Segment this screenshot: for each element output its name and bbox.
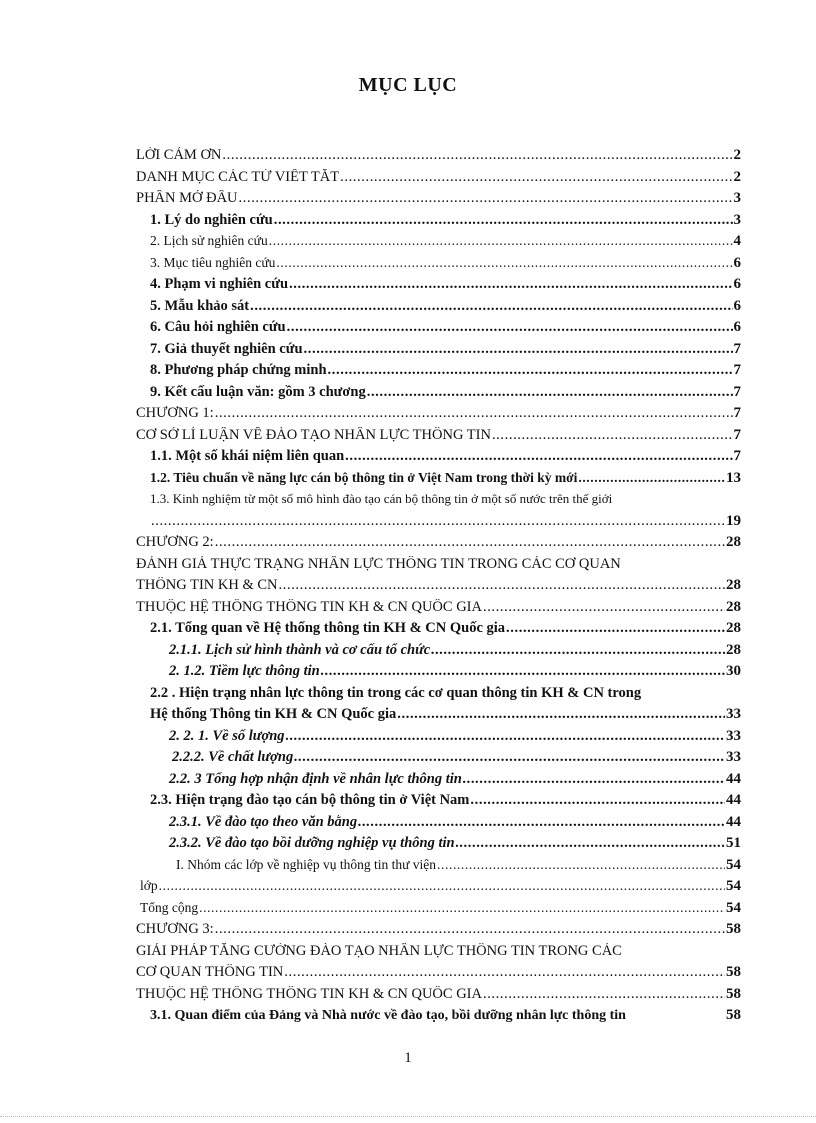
toc-entry-label: 7. Giả thuyết nghiên cứu — [150, 340, 303, 357]
dot-leader — [456, 835, 725, 852]
dot-leader — [289, 276, 732, 293]
toc-entry[interactable] — [136, 190, 741, 212]
dot-leader — [199, 900, 725, 916]
toc-entry-page: 28 — [726, 598, 741, 615]
dot-leader — [437, 857, 725, 873]
toc-entry[interactable] — [136, 534, 741, 556]
toc-entry-label: 3.1. Quan điểm của Đảng và Nhà nước về đào tạo, bồi dưỡng nhân lực thông tin — [150, 1008, 626, 1023]
dot-leader — [215, 921, 725, 938]
toc-entry[interactable] — [136, 147, 741, 169]
dot-leader — [328, 362, 733, 379]
toc-entry[interactable] — [136, 986, 741, 1008]
toc-entry-label: 2.2. 3 Tổng hợp nhận định về nhân lực thông tin — [169, 770, 462, 787]
toc-entry[interactable] — [136, 835, 741, 857]
dot-leader — [269, 233, 733, 249]
toc-entry-page: 28 — [726, 534, 741, 550]
toc-entry[interactable] — [136, 706, 741, 728]
toc-entry-label: Tổng cộng — [140, 899, 199, 915]
toc-entry-page: 7 — [733, 340, 741, 357]
toc-entry[interactable] — [136, 900, 741, 922]
toc-entry-label: 1.3. Kinh nghiệm từ một số mô hình đào tạo cán bộ thông tin ở một số nước trên thế giới — [150, 491, 613, 506]
toc-entry-page: 6 — [733, 297, 741, 314]
toc-entry-page: 54 — [726, 899, 741, 916]
dot-leader — [239, 190, 733, 207]
toc-entry-page: 7 — [733, 383, 741, 400]
toc-entry[interactable] — [136, 491, 741, 513]
toc-entry[interactable] — [136, 943, 741, 965]
dot-leader — [287, 319, 733, 336]
toc-entry-label: PHẦN MỞ ĐẦU — [136, 190, 238, 206]
toc-entry[interactable] — [136, 663, 741, 685]
toc-entry[interactable] — [136, 362, 741, 384]
dot-leader — [340, 169, 732, 186]
toc-entry-label: 2. 2. 1. Về số lượng — [169, 727, 285, 744]
toc-entry-page: 58 — [726, 921, 741, 937]
page-title: MỤC LỤC — [358, 74, 458, 96]
toc-entry-page: 2 — [733, 147, 741, 163]
toc-entry[interactable] — [136, 1007, 741, 1029]
toc-entry[interactable] — [136, 427, 741, 449]
dot-leader — [215, 534, 725, 551]
toc-entry-page: 44 — [726, 792, 741, 808]
toc-entry-label: 9. Kết cấu luận văn: gồm 3 chương — [150, 383, 366, 400]
toc-entry-page: 30 — [726, 663, 741, 679]
table-of-contents — [136, 147, 741, 1029]
toc-entry-label: LỜI CẢM ƠN — [136, 147, 222, 163]
toc-entry[interactable] — [136, 212, 741, 234]
dot-leader — [470, 792, 725, 809]
toc-entry-page: 28 — [726, 641, 741, 658]
toc-entry-page: 7 — [733, 426, 741, 443]
toc-entry-label: 2.3.2. Về đào tạo bồi dưỡng nghiệp vụ thông tin — [169, 835, 455, 851]
dot-leader — [304, 341, 733, 358]
toc-entry[interactable] — [136, 599, 741, 621]
toc-entry-label: 4. Phạm vi nghiên cứu — [150, 276, 289, 292]
dot-leader — [279, 577, 725, 594]
toc-entry[interactable] — [136, 685, 741, 707]
toc-entry-page: 6 — [733, 319, 741, 335]
toc-entry[interactable] — [136, 792, 741, 814]
toc-entry-label: 3. Mục tiêu nghiên cứu — [150, 254, 276, 270]
page-number: 1 — [404, 1050, 412, 1066]
toc-entry-label: CƠ QUAN THÔNG TIN — [136, 964, 284, 980]
toc-entry[interactable] — [136, 341, 741, 363]
toc-entry[interactable] — [136, 857, 741, 879]
toc-entry-page: 44 — [726, 813, 741, 830]
dot-leader — [294, 749, 725, 766]
toc-entry-page: 7 — [733, 405, 741, 421]
toc-entry-label: 1.1. Một số khái niệm liên quan — [150, 448, 345, 464]
toc-entry-label: 2.1.1. Lịch sử hình thành và cơ cấu tổ chức — [169, 641, 431, 658]
toc-entry-page: 33 — [726, 706, 741, 722]
toc-entry-label: CƠ SỞ LÍ LUẬN VỀ ĐÀO TẠO NHÂN LỰC THÔNG TIN — [136, 426, 491, 443]
toc-entry[interactable] — [136, 233, 741, 255]
toc-entry-label: Hệ thống Thông tin KH & CN Quốc gia — [150, 706, 397, 722]
toc-entry-page: 6 — [733, 254, 741, 271]
toc-entry-label: THÔNG TIN KH & CN — [136, 577, 278, 593]
toc-entry-page: 2 — [733, 168, 741, 185]
dot-leader — [463, 771, 725, 788]
toc-entry[interactable] — [136, 405, 741, 427]
toc-entry[interactable] — [136, 169, 741, 191]
toc-entry[interactable] — [136, 771, 741, 793]
toc-entry-label: GIẢI PHÁP TĂNG CƯỜNG ĐÀO TẠO NHÂN LỰC THÔNG TIN TRONG CÁC — [136, 942, 622, 959]
dot-leader — [274, 212, 733, 229]
toc-entry-page: 44 — [726, 770, 741, 787]
toc-entry-page: 58 — [726, 1007, 741, 1023]
dot-leader — [159, 878, 725, 894]
toc-entry-label: CHƯƠNG 2: — [136, 534, 214, 550]
toc-entry-label: 2.2.2. Về chất lượng — [172, 749, 294, 765]
toc-entry-page: 58 — [726, 985, 741, 1002]
dot-leader — [358, 814, 725, 831]
toc-entry[interactable] — [136, 964, 741, 986]
toc-entry-label: CHƯƠNG 3: — [136, 921, 214, 937]
toc-entry-page: 7 — [733, 448, 741, 464]
dot-leader — [578, 470, 725, 486]
dot-leader — [367, 384, 733, 401]
toc-entry-page: 51 — [726, 835, 741, 851]
toc-entry-page: 13 — [726, 469, 741, 486]
toc-entry[interactable] — [136, 384, 741, 406]
toc-entry-page: 6 — [733, 276, 741, 292]
dot-leader — [151, 513, 725, 530]
page-bottom-divider — [0, 1116, 816, 1117]
toc-entry[interactable] — [136, 642, 741, 664]
toc-entry-page: 3 — [733, 211, 741, 228]
toc-entry-label: THUỘC HỆ THỐNG THÔNG TIN KH & CN QUỐC GIA — [136, 985, 482, 1002]
toc-entry[interactable] — [136, 577, 741, 599]
toc-entry-label: 6. Câu hỏi nghiên cứu — [150, 319, 286, 335]
toc-entry-page: 7 — [733, 362, 741, 378]
dot-leader — [215, 405, 733, 422]
toc-entry-page: 19 — [726, 512, 741, 529]
toc-entry[interactable] — [136, 470, 741, 492]
toc-entry[interactable] — [136, 556, 741, 578]
toc-entry-label: 8. Phương pháp chứng minh — [150, 362, 327, 378]
dot-leader — [483, 599, 725, 616]
toc-entry-page: 28 — [726, 620, 741, 636]
toc-entry-label: 2. 1.2. Tiềm lực thông tin — [169, 663, 320, 679]
toc-entry-label: 2.3.1. Về đào tạo theo văn bằng — [169, 813, 358, 830]
dot-leader — [276, 255, 732, 271]
toc-entry[interactable] — [136, 749, 741, 771]
toc-entry-label: THUỘC HỆ THỐNG THÔNG TIN KH & CN QUỐC GIA — [136, 598, 482, 615]
toc-entry-label: ĐÁNH GIÁ THỰC TRẠNG NHÂN LỰC THÔNG TIN TRONG CÁC CƠ QUAN — [136, 555, 621, 572]
toc-entry-label: 2. Lịch sử nghiên cứu — [150, 233, 268, 248]
toc-entry[interactable] — [136, 276, 741, 298]
toc-entry-page: 33 — [726, 727, 741, 744]
toc-entry-label: I. Nhóm các lớp về nghiệp vụ thông tin thư viện — [176, 856, 437, 872]
toc-entry-label: 1.2. Tiêu chuẩn về năng lực cán bộ thông tin ở Việt Nam trong thời kỳ mới — [150, 469, 578, 485]
dot-leader — [397, 706, 725, 723]
dot-leader — [284, 964, 725, 981]
toc-entry[interactable] — [136, 620, 741, 642]
toc-entry[interactable] — [136, 921, 741, 943]
toc-entry-label: 2.3. Hiện trạng đào tạo cán bộ thông tin ở Việt Nam — [150, 792, 470, 808]
toc-entry-page: 4 — [733, 233, 741, 249]
toc-entry[interactable] — [136, 298, 741, 320]
toc-entry[interactable] — [136, 728, 741, 750]
toc-entry-label: 1. Lý do nghiên cứu — [150, 211, 273, 228]
toc-entry[interactable] — [136, 448, 741, 470]
dot-leader — [492, 427, 733, 444]
toc-entry-label: CHƯƠNG 1: — [136, 405, 214, 421]
dot-leader — [250, 298, 732, 315]
dot-leader — [222, 147, 732, 164]
toc-entry-page: 54 — [726, 856, 741, 873]
toc-entry-page: 33 — [726, 749, 741, 765]
dot-leader — [431, 642, 725, 659]
toc-entry-label: DANH MỤC CÁC TỪ VIẾT TẮT — [136, 168, 340, 185]
toc-entry[interactable] — [136, 814, 741, 836]
toc-entry-label: 2.2 . Hiện trạng nhân lực thông tin trong các cơ quan thông tin KH & CN trong — [150, 684, 642, 701]
toc-entry[interactable] — [136, 319, 741, 341]
toc-entry-label: 2.1. Tổng quan về Hệ thống thông tin KH & CN Quốc gia — [150, 620, 506, 636]
toc-entry-page: 54 — [726, 878, 741, 894]
toc-entry-label: lớp — [140, 878, 158, 893]
toc-entry[interactable] — [136, 513, 741, 535]
toc-entry[interactable] — [136, 878, 741, 900]
toc-entry-label: 5. Mẫu khảo sát — [150, 297, 250, 314]
dot-leader — [321, 663, 725, 680]
dot-leader — [345, 448, 732, 465]
dot-leader — [483, 986, 725, 1003]
toc-entry-page: 3 — [733, 190, 741, 206]
toc-entry-page: 58 — [726, 964, 741, 980]
toc-entry-page: 28 — [726, 577, 741, 593]
toc-entry[interactable] — [136, 255, 741, 277]
dot-leader — [506, 620, 725, 637]
dot-leader — [286, 728, 725, 745]
